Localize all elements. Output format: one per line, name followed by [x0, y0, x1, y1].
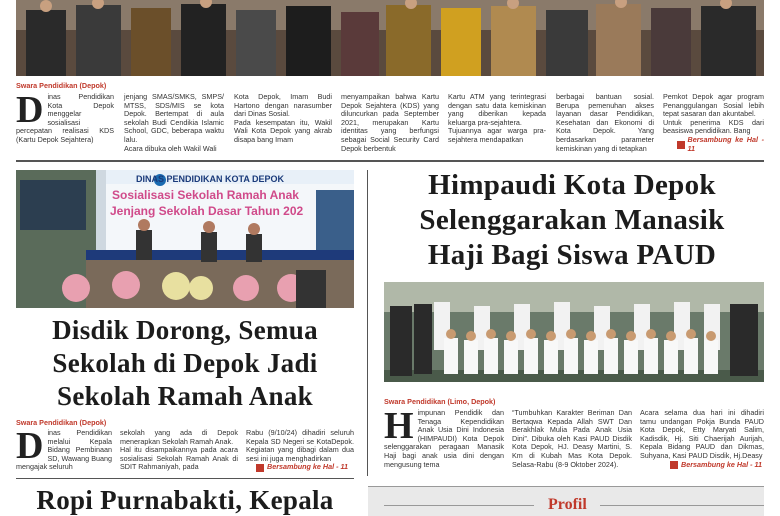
left-article-col3: [246, 429, 354, 474]
top-article-kicker: Swara Pendidikan (Depok): [16, 81, 107, 90]
top-article-col7: [663, 93, 764, 153]
left-article-dropcap: D: [16, 425, 44, 467]
profil-label: Profil: [548, 496, 587, 513]
right-article-photo: [384, 282, 764, 382]
left-article-col2: sekolah yang ada di Depok menerapkan Sekolah Ramah Anak. Hal itu disampaikannya pada acara sosialisasi Sekolah Ramah Anak di SDIT Rahmaniyah, pada: [120, 428, 238, 472]
top-article-text-7: Pemkot Depok agar program Penanggulangan Sosial lebih tepat sasaran dan akuntabel. Untuk penerima KDS dari beasiswa pendidikan. Bang: [663, 92, 764, 136]
profil-rule-right: [600, 505, 764, 506]
top-article-col4: menyampaikan bahwa Kartu Depok Sejahtera (KDS) yang diluncurkan pada September 2021, merupakan Kartu identitas yang berfungsi sebagai Social Security Card Depok berbentuk: [341, 92, 439, 153]
right-headline-line1: Himpaudi Kota Depok: [428, 169, 716, 201]
top-article-col1: [16, 89, 114, 145]
right-article-text-3: Acara selama dua hari ini dihadiri tamu undangan Pokja Bunda PAUD Kota Depok, Etty Maryati Salim, Kadisdik, Hj. Siti Chaerijah Aurijah, Kepala Bidang PAUD dan Dikmas, Suhyana, Kasi PAUD Disdik, Hj.Deasy: [640, 408, 764, 460]
left-banner-line2: Sosialisasi Sekolah Ramah Anak: [112, 188, 299, 202]
right-article-col1: [384, 405, 504, 469]
left-article-photo: [16, 170, 354, 308]
right-article-col3: [640, 409, 764, 471]
right-headline-line3: Haji Bagi Siswa PAUD: [427, 239, 717, 271]
right-article-headline: [378, 168, 766, 273]
left-article-text-3: Rabu (9/10/24) dihadiri seluruh Kepala SD Negeri se KotaDepok. Kegiatan yang dibagi dalam dua sesi ini juga menghadirkan: [246, 428, 354, 463]
left-headline-line1: Disdik Dorong, Semua: [52, 315, 318, 345]
left-bottom-divider: [16, 478, 354, 479]
bottom-headline: Ropi Purnabakti, Kepala: [36, 485, 334, 515]
top-article-col2: jenjang SMAS/SMKS, SMPS/ MTSS, SDS/MIS se kota Depok. Bertempat di aula sekolah Budi Cendikia Islamic School, GDC, beberapa waktu lalu. Acara dibuka oleh Wakil Wali: [124, 92, 224, 153]
left-article-col1: [16, 425, 112, 472]
top-article-continue: Bersambung ke Hal - 11: [677, 136, 764, 153]
top-article-dropcap: D: [16, 89, 44, 131]
top-article-col6: berbagai bantuan sosial. Berupa pemenuhan akses layanan dasar Pendidikan, Kesehatan dan Ekonomi di Kota Depok. Yang berdasarkan parameter kemiskinan yang di tetapkan: [556, 92, 654, 153]
left-banner-title: DINAS PENDIDIKAN KOTA DEPOK: [136, 174, 285, 184]
top-article-col5: Kartu ATM yang terintegrasi dengan satu data kemiskinan yang diberikan kepada keluarga pra-sejahtera. Tujuannya agar warga pra-sejahtera mendapatkan: [448, 92, 546, 144]
right-article-continue: Bersambung ke Hal - 11: [670, 461, 762, 470]
left-headline-line3: Sekolah Ramah Anak: [57, 381, 313, 411]
right-article-text-1: impunan Pendidik dan Tenaga Kependidikan Anak Usia Dini Indonesia (HIMPAUDI) Kota Depok selenggarakan peragaan Manasik Haji bagi anak usia dini dengan mengusung tema: [384, 408, 504, 469]
right-article-col2: “Tumbuhkan Karakter Beriman Dan Bertaqwa Kepada Allah SWT Dan Berakhlak Mulia Pada Anak Usia Dini”. Dibuka oleh Kasi PAUD Disdik Kota Depok, HJ. Deasy Martini, S. Km di Kubah Mas Kota Depok. Selasa-Rabu (8-9 Oktober 2024).: [512, 408, 632, 469]
top-article-col3: Kota Depok, Imam Budi Hartono dengan narasumber dari Dinas Sosial. Pada kesempatan itu, Wakil Wali Kota Depok yang akrab disapa bang Imam: [234, 92, 332, 144]
right-article-dropcap: H: [384, 405, 414, 447]
top-photo-group: [16, 0, 764, 76]
top-article-text-1: inas Pendidikan Kota Depok menggelar sosialisasi percepatan realisasi KDS (Kartu Depok Sejahtera): [16, 92, 114, 144]
left-banner-line3: Jenjang Sekolah Dasar Tahun 202: [110, 204, 304, 218]
column-divider: [367, 170, 368, 476]
profil-rule-left: [384, 505, 534, 506]
right-article-kicker: Swara Pendidikan (Limo, Depok): [384, 397, 496, 406]
left-article-headline: [16, 314, 354, 413]
left-article-text-1: inas Pendidikan melalui Kepala Bidang Pembinaan SD, Wawang Buang mengajak seluruh: [16, 428, 112, 472]
left-headline-line2: Sekolah di Depok Jadi: [52, 348, 318, 378]
top-divider: [16, 160, 764, 162]
left-article-continue: Bersambung ke Hal - 11: [256, 463, 348, 472]
left-article-kicker: Swara Pendidikan (Depok): [16, 418, 107, 427]
right-headline-line2: Selenggarakan Manasik: [419, 204, 725, 236]
